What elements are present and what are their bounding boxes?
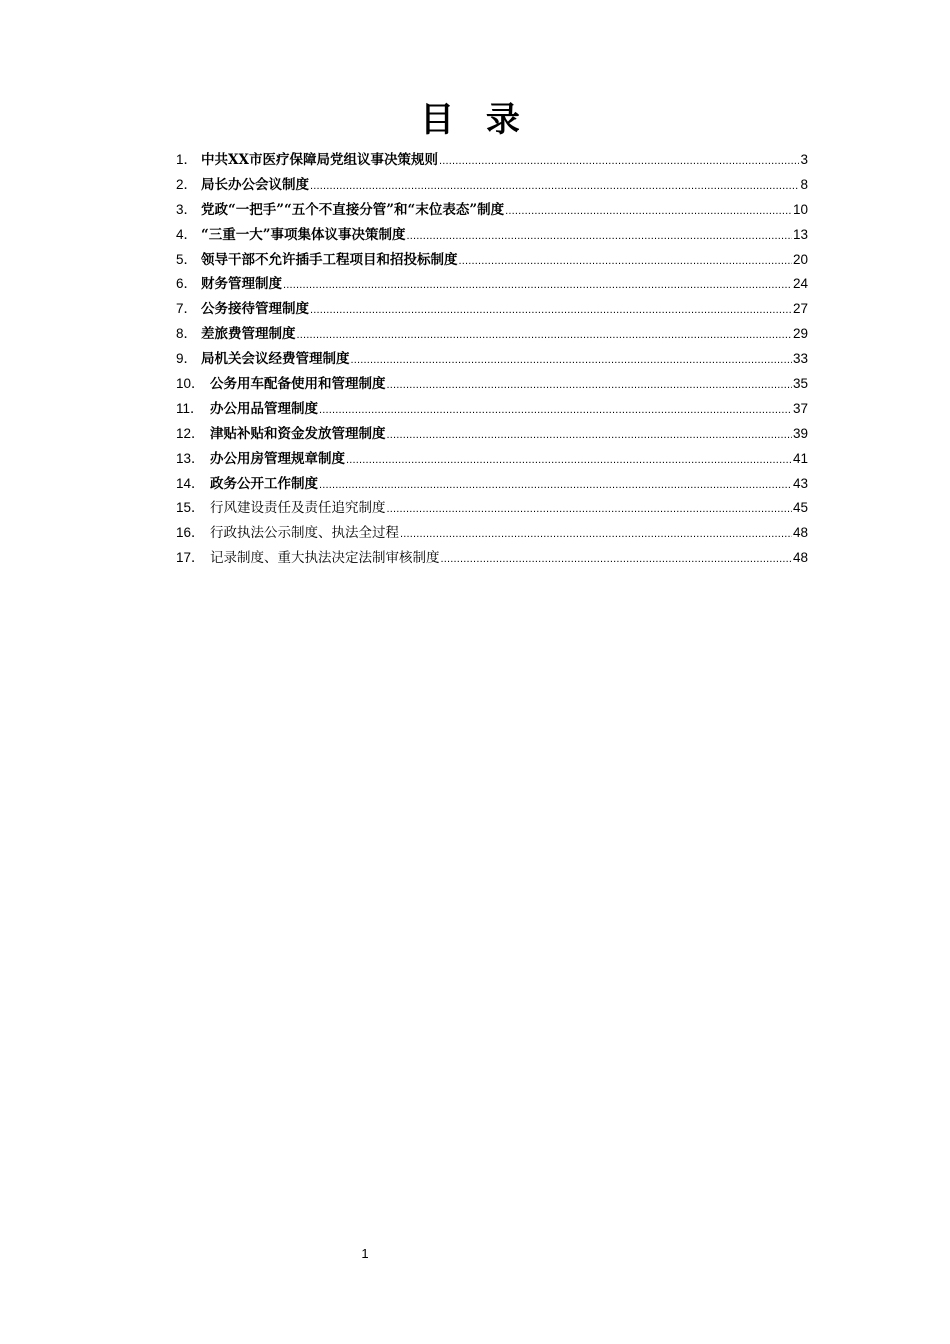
toc-entry-page: 20 bbox=[792, 251, 808, 267]
toc-entry-page: 8 bbox=[800, 176, 808, 192]
toc-entry-number: 16． bbox=[176, 525, 205, 541]
toc-entry-page: 45 bbox=[792, 500, 808, 516]
toc-entry-number: 5． bbox=[176, 251, 198, 267]
toc-entry-page: 37 bbox=[792, 400, 808, 416]
toc-entry-2[interactable] bbox=[176, 173, 808, 198]
toc-entry-label: 行政执法公示制度、执法全过程 bbox=[210, 525, 399, 542]
toc-entry-label: 中共XX市医疗保障局党组议事决策规则 bbox=[201, 152, 438, 168]
toc-dot-leader bbox=[387, 423, 792, 447]
toc-entry-number: 17． bbox=[176, 550, 205, 566]
toc-entry-label: 津贴补贴和资金发放管理制度 bbox=[210, 425, 386, 442]
toc-dot-leader bbox=[439, 149, 800, 173]
toc-entry-number: 11． bbox=[176, 400, 204, 416]
toc-entry-label: 差旅费管理制度 bbox=[201, 326, 296, 343]
page-number: 1 bbox=[361, 1246, 369, 1261]
toc-entry-17[interactable] bbox=[176, 546, 808, 571]
toc-entry-7[interactable] bbox=[176, 297, 808, 322]
toc-entry-number: 9． bbox=[176, 351, 198, 367]
toc-entry-5[interactable] bbox=[176, 248, 808, 273]
toc-entry-label: 公务用车配备使用和管理制度 bbox=[210, 376, 386, 393]
toc-dot-leader bbox=[400, 522, 792, 546]
toc-entry-label: “三重一大”事项集体议事决策制度 bbox=[201, 226, 406, 243]
toc-entry-label: 政务公开工作制度 bbox=[210, 475, 318, 492]
toc-dot-leader bbox=[387, 373, 792, 397]
toc-entry-label: 财务管理制度 bbox=[201, 276, 282, 293]
toc-dot-leader bbox=[319, 473, 792, 497]
toc-entry-6[interactable] bbox=[176, 272, 808, 297]
toc-dot-leader bbox=[351, 348, 792, 372]
toc-entry-number: 13． bbox=[176, 450, 205, 466]
toc-entry-label: 行风建设责任及责任追究制度 bbox=[210, 500, 386, 517]
toc-entry-number: 7． bbox=[176, 301, 198, 317]
toc-entry-number: 10． bbox=[176, 376, 205, 392]
toc-entry-number: 3． bbox=[176, 201, 198, 217]
toc-entry-page: 33 bbox=[792, 351, 808, 367]
toc-dot-leader bbox=[387, 497, 792, 521]
toc-entry-15[interactable] bbox=[176, 496, 808, 521]
toc-entry-4[interactable] bbox=[176, 223, 808, 248]
toc-dot-leader bbox=[310, 298, 792, 322]
toc-entry-label: 公务接待管理制度 bbox=[201, 301, 309, 318]
toc-entry-13[interactable] bbox=[176, 447, 808, 472]
toc-entry-number: 8． bbox=[176, 326, 198, 342]
toc-dot-leader bbox=[346, 448, 792, 472]
toc-entry-page: 43 bbox=[792, 475, 808, 491]
toc-entry-page: 27 bbox=[792, 301, 808, 317]
toc-entry-3[interactable] bbox=[176, 198, 808, 223]
toc-entry-label: 局机关会议经费管理制度 bbox=[201, 351, 350, 368]
toc-dot-leader bbox=[505, 199, 792, 223]
table-of-contents bbox=[176, 148, 808, 571]
toc-entry-label: 记录制度、重大执法决定法制审核制度 bbox=[210, 550, 440, 567]
toc-dot-leader bbox=[297, 323, 792, 347]
toc-dot-leader bbox=[459, 249, 792, 273]
toc-entry-page: 41 bbox=[792, 450, 808, 466]
toc-entry-14[interactable] bbox=[176, 472, 808, 497]
toc-entry-number: 4． bbox=[176, 226, 198, 242]
toc-entry-label: 办公用品管理制度 bbox=[210, 400, 318, 417]
toc-dot-leader bbox=[319, 398, 792, 422]
toc-entry-label: 党政“一把手”“五个不直接分管”和“末位表态”制度 bbox=[201, 201, 505, 218]
toc-entry-16[interactable] bbox=[176, 521, 808, 546]
toc-dot-leader bbox=[310, 174, 799, 198]
toc-dot-leader bbox=[441, 547, 792, 571]
toc-entry-number: 14． bbox=[176, 475, 205, 491]
toc-entry-page: 3 bbox=[800, 152, 808, 167]
toc-entry-label: 局长办公会议制度 bbox=[201, 176, 309, 193]
toc-dot-leader bbox=[407, 224, 792, 248]
toc-entry-page: 48 bbox=[792, 525, 808, 541]
toc-entry-page: 29 bbox=[792, 326, 808, 342]
toc-entry-label: 领导干部不允许插手工程项目和招投标制度 bbox=[201, 251, 458, 268]
toc-entry-number: 15． bbox=[176, 500, 205, 516]
toc-entry-number: 2． bbox=[176, 176, 198, 192]
toc-entry-page: 24 bbox=[792, 276, 808, 292]
toc-entry-page: 13 bbox=[792, 226, 808, 242]
toc-entry-page: 35 bbox=[792, 376, 808, 392]
toc-entry-9[interactable] bbox=[176, 347, 808, 372]
toc-entry-number: 1． bbox=[176, 152, 198, 167]
toc-entry-number: 12． bbox=[176, 425, 205, 441]
toc-entry-1[interactable] bbox=[176, 148, 808, 173]
toc-entry-label: 办公用房管理规章制度 bbox=[210, 450, 345, 467]
toc-entry-number: 6． bbox=[176, 276, 198, 292]
toc-entry-page: 10 bbox=[792, 201, 808, 217]
toc-entry-10[interactable] bbox=[176, 372, 808, 397]
toc-dot-leader bbox=[283, 273, 792, 297]
toc-title: 目 录 bbox=[420, 100, 530, 140]
toc-entry-8[interactable] bbox=[176, 322, 808, 347]
toc-entry-11[interactable] bbox=[176, 397, 808, 422]
toc-entry-page: 48 bbox=[792, 550, 808, 566]
toc-entry-12[interactable] bbox=[176, 422, 808, 447]
toc-entry-page: 39 bbox=[792, 425, 808, 441]
